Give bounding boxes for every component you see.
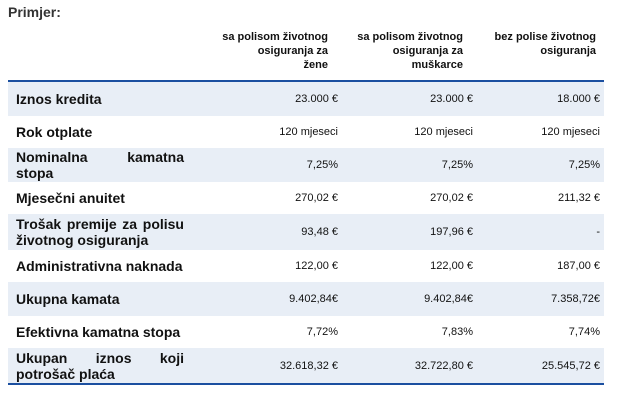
cell-men: 197,96 € — [430, 226, 473, 238]
table-bottom-rule — [8, 383, 604, 385]
table-row — [8, 282, 604, 316]
row-label: Nominalna kamatna stopa — [16, 149, 184, 181]
header-line: osiguranja za — [257, 45, 328, 57]
cell-women: 23.000 € — [295, 93, 338, 105]
header-line: osiguranja za — [392, 45, 463, 57]
cell-no-policy: 187,00 € — [557, 260, 600, 272]
row-label: Ukupan iznos koji potrošač plaća — [16, 349, 184, 382]
column-header-women — [200, 30, 328, 72]
cell-women: 120 mjeseci — [279, 126, 338, 138]
cell-no-policy: 7,74% — [568, 326, 600, 338]
header-line: bez polise životnog — [494, 31, 596, 43]
cell-no-policy: 18.000 € — [557, 93, 600, 105]
cell-no-policy: - — [596, 226, 600, 238]
row-label: Iznos kredita — [16, 91, 102, 107]
cell-no-policy: 211,32 € — [557, 192, 600, 204]
table-row — [8, 250, 604, 282]
header-line: osiguranja — [540, 45, 596, 57]
table-row — [8, 148, 604, 182]
cell-women: 7,25% — [306, 159, 338, 171]
cell-men: 23.000 € — [430, 93, 473, 105]
cell-women: 9.402,84€ — [289, 293, 338, 305]
header-line: sa polisom životnog — [222, 31, 328, 43]
row-label: Trošak premije za polisu životnog osiguranja — [16, 216, 184, 248]
cell-no-policy: 120 mjeseci — [541, 126, 600, 138]
cell-men: 270,02 € — [430, 192, 473, 204]
cell-women: 270,02 € — [295, 192, 338, 204]
row-label: Efektivna kamatna stopa — [16, 324, 181, 340]
column-header-men — [335, 30, 463, 72]
cell-men: 32.722,80 € — [414, 359, 473, 372]
header-line: sa polisom životnog — [357, 31, 463, 43]
table-row — [8, 348, 604, 383]
table-row — [8, 316, 604, 348]
row-label: Administrativna naknada — [16, 258, 183, 274]
row-label: Mjesečni anuitet — [16, 190, 125, 206]
cell-no-policy: 25.545,72 € — [541, 359, 600, 372]
header-line: žene — [303, 59, 328, 71]
cell-no-policy: 7,25% — [568, 159, 600, 171]
row-label: Ukupna kamata — [16, 291, 120, 307]
table-row — [8, 82, 604, 116]
cell-women: 7,72% — [306, 326, 338, 338]
cell-women: 93,48 € — [301, 226, 338, 238]
table-row — [8, 214, 604, 250]
row-label: Rok otplate — [16, 124, 93, 140]
header-line: muškarce — [411, 59, 463, 71]
cell-men: 120 mjeseci — [414, 126, 473, 138]
table-row — [8, 116, 604, 148]
cell-men: 7,25% — [441, 159, 473, 171]
cell-men: 9.402,84€ — [424, 293, 473, 305]
cell-men: 122,00 € — [430, 260, 473, 272]
cell-women: 32.618,32 € — [279, 359, 338, 372]
cell-no-policy: 7.358,72€ — [551, 293, 600, 305]
cell-men: 7,83% — [441, 326, 473, 338]
example-title: Primjer: — [8, 4, 61, 20]
table-row — [8, 182, 604, 214]
cell-women: 122,00 € — [295, 260, 338, 272]
column-header-no-policy — [468, 30, 596, 58]
